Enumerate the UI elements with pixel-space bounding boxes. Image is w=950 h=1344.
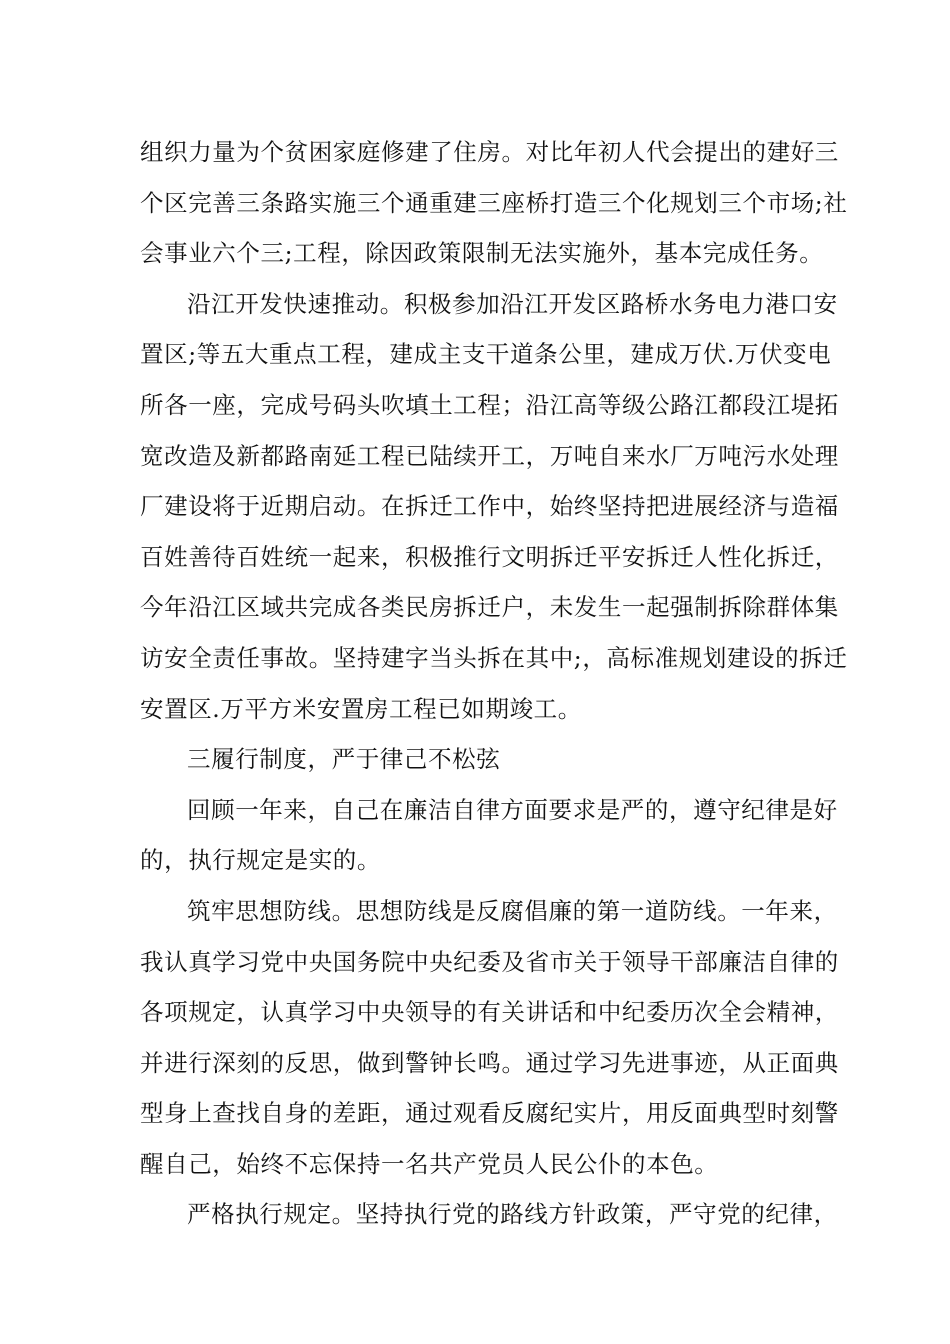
text-line: 型身上查找自身的差距，通过观看反腐纪实片，用反面典型时刻警 xyxy=(140,1099,839,1128)
text-line: 今年沿江区域共完成各类民房拆迁户，未发生一起强制拆除群体集 xyxy=(140,593,839,622)
text-line: 并进行深刻的反思，做到警钟长鸣。通过学习先进事迹，从正面典 xyxy=(140,1048,839,1077)
text-line: 各项规定，认真学习中央领导的有关讲话和中纪委历次全会精神， xyxy=(140,998,839,1027)
text-line: 置区;等五大重点工程，建成主支干道条公里，建成万伏.万伏变电 xyxy=(140,340,832,369)
text-line: 三履行制度，严于律己不松弦 xyxy=(187,745,501,774)
text-line: 组织力量为个贫困家庭修建了住房。对比年初人代会提出的建好三 xyxy=(140,138,839,166)
text-line: 所各一座，完成号码头吹填土工程；沿江高等级公路江都段江堤拓 xyxy=(140,390,839,419)
text-line: 宽改造及新都路南延工程已陆续开工，万吨自来水厂万吨污水处理 xyxy=(140,441,839,470)
paragraph xyxy=(140,127,848,279)
paragraph xyxy=(140,886,839,1190)
text-line: 的，执行规定是实的。 xyxy=(140,846,381,875)
text-line: 百姓善待百姓统一起来，积极推行文明拆迁平安拆迁人性化拆迁， xyxy=(140,542,839,571)
section-heading xyxy=(140,734,810,785)
text-line: 回顾一年来，自己在廉洁自律方面要求是严的，遵守纪律是好 xyxy=(187,795,838,824)
paragraph xyxy=(140,279,848,734)
paragraph xyxy=(140,1189,838,1240)
text-line: 厂建设将于近期启动。在拆迁工作中，始终坚持把进展经济与造福 xyxy=(140,492,839,521)
text-line: 筑牢思想防线。思想防线是反腐倡廉的第一道防线。一年来， xyxy=(187,896,838,925)
paragraph xyxy=(140,785,838,886)
text-line: 我认真学习党中央国务院中央纪委及省市关于领导干部廉洁自律的 xyxy=(140,947,839,976)
text-line: 安置区.万平方米安置房工程已如期竣工。 xyxy=(140,694,582,723)
text-line: 个区完善三条路实施三个通重建三座桥打造三个化规划三个市场;社 xyxy=(140,188,848,217)
text-line: 会事业六个三;工程，除因政策限制无法实施外，基本完成任务。 xyxy=(140,239,824,268)
text-line: 醒自己，始终不忘保持一名共产党员人民公仆的本色。 xyxy=(140,1149,719,1178)
text-line: 访安全责任事故。坚持建字当头拆在其中;，高标准规划建设的拆迁 xyxy=(140,643,848,672)
document-body xyxy=(140,127,848,1240)
text-line: 沿江开发快速推动。积极参加沿江开发区路桥水务电力港口安 xyxy=(187,289,838,318)
text-line: 严格执行规定。坚持执行党的路线方针政策，严守党的纪律， xyxy=(187,1200,838,1229)
